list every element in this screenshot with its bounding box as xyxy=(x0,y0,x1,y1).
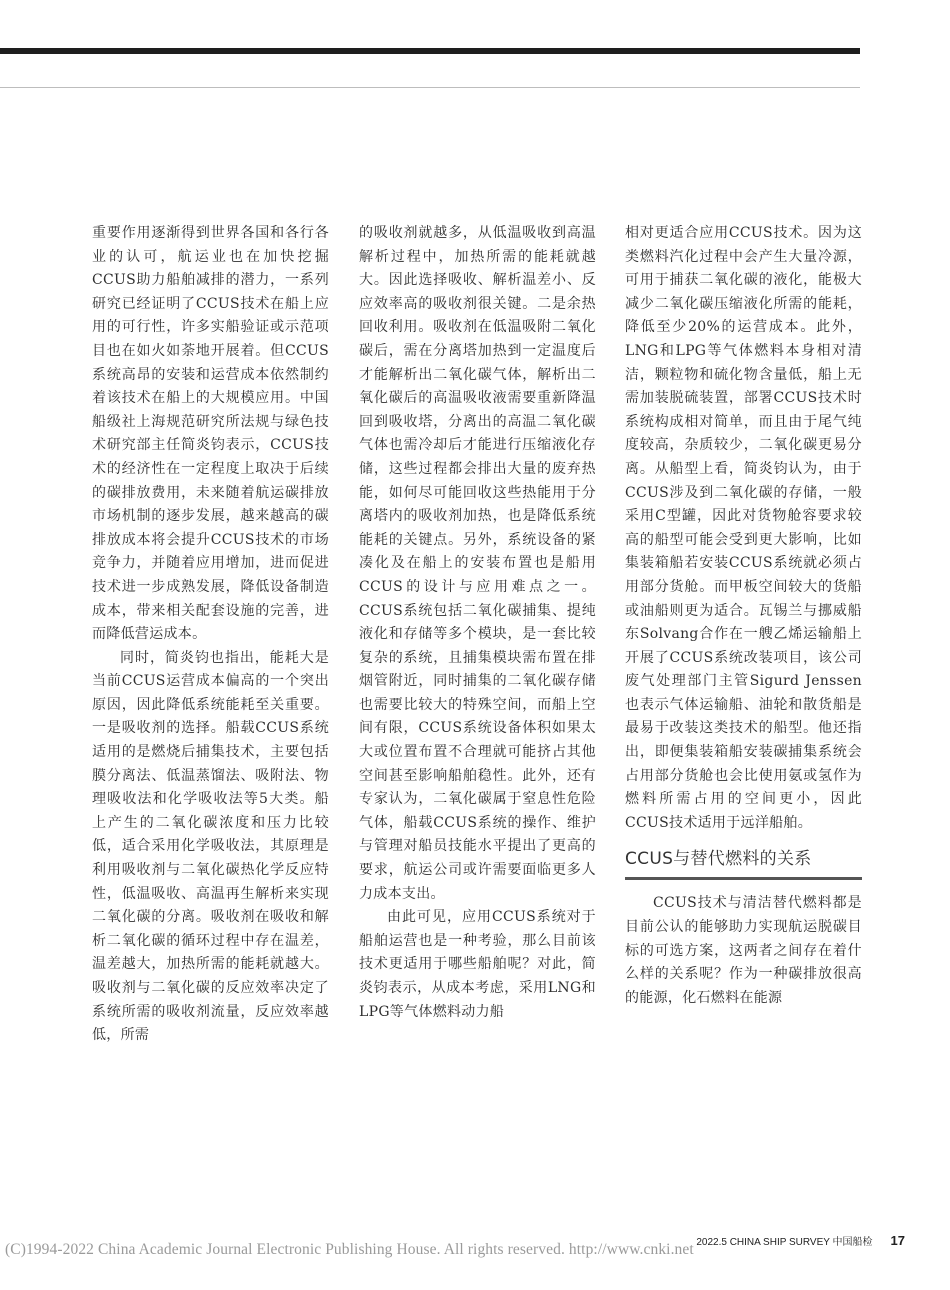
paragraph: CCUS技术与清洁替代燃料都是目前公认的能够助力实现航运脱碳目标的可选方案，这两者之间存在着什么样的关系呢？作为一种碳排放很高的能源，化石燃料在能源 xyxy=(625,895,862,1006)
text-column-1 xyxy=(92,222,329,1048)
section-heading: CCUS与替代燃料的关系 xyxy=(625,849,812,870)
paragraph: 由此可见，应用CCUS系统对于船舶运营也是一种考验，那么目前该技术更适用于哪些船舶呢？对此，简炎钧表示，从成本考虑，采用LNG和LPG等气体燃料动力船 xyxy=(359,909,596,1020)
section-heading-rule xyxy=(625,877,862,880)
header-bar xyxy=(0,48,860,54)
paragraph: 同时，简炎钧也指出，能耗大是当前CCUS运营成本偏高的一个突出原因，因此降低系统能耗至关重要。一是吸收剂的选择。船载CCUS系统适用的是燃烧后捕集技术，主要包括膜分离法、低温蒸馏法、吸附法、物理吸收法和化学吸收法等5大类。船上产生的二氧化碳浓度和压力比较低，适合采用化学吸收法，其原理是利用吸收剂与二氧化碳热化学反应特性，低温吸收、高温再生解析来实现二氧化碳的分离。吸收剂在吸收和解析二氧化碳的循环过程中存在温差，温差越大，加热所需的能耗就越大。吸收剂与二氧化碳的反应效率决定了系统所需的吸收剂流量，反应效率越低，所需 xyxy=(92,649,329,1044)
page-footer xyxy=(696,1233,905,1248)
journal-issue: 2022.5 CHINA SHIP SURVEY 中国船检 xyxy=(696,1237,873,1248)
text-column-2 xyxy=(359,222,596,1024)
text-column-3 xyxy=(625,222,862,1010)
paragraph: 重要作用逐渐得到世界各国和各行各业的认可，航运业也在加快挖掘CCUS助力船舶减排的潜力，一系列研究已经证明了CCUS技术在船上应用的可行性，许多实船验证或示范项目也在如火如荼地开展着。但CCUS系统高昂的安装和运营成本依然制约着该技术在船上的大规模应用。中国船级社上海规范研究所法规与绿色技术研究部主任简炎钧表示，CCUS技术的经济性在一定程度上取决于后续的碳排放费用，未来随着航运碳排放市场机制的逐步发展，越来越高的碳排放成本将会提升CCUS技术的市场竞争力，并随着应用增加，进而促进技术进一步成熟发展，降低设备制造成本，带来相关配套设施的完善，进而降低营运成本。 xyxy=(92,225,329,643)
paragraph: 相对更适合应用CCUS技术。因为这类燃料汽化过程中会产生大量冷源，可用于捕获二氧化碳的液化，能极大减少二氧化碳压缩液化所需的能耗，降低至少20%的运营成本。此外，LNG和LPG等气体燃料本身相对清洁，颗粒物和硫化物含量低，船上无需加装脱硫装置，部署CCUS技术时系统构成相对简单，而且由于尾气纯度较高，杂质较少，二氧化碳更易分离。从船型上看，简炎钧认为，由于CCUS涉及到二氧化碳的存储，一般采用C型罐，因此对货物舱容要求较高的船型可能会受到更大影响，比如集装箱船若安装CCUS系统就必须占用部分货舱。而甲板空间较大的货船或油船则更为适合。瓦锡兰与挪威船东Solvang合作在一艘乙烯运输船上开展了CCUS系统改装项目，该公司废气处理部门主管Sigurd Jenssen也表示气体运输船、油轮和散货船是最易于改装这类技术的船型。他还指出，即便集装箱船安装碳捕集系统会占用部分货舱也会比使用氨或氢作为燃料所需占用的空间更小，因此CCUS技术适用于远洋船舶。 xyxy=(625,225,862,831)
header-rule xyxy=(0,87,860,88)
page-number: 17 xyxy=(890,1233,905,1248)
paragraph: 的吸收剂就越多，从低温吸收到高温解析过程中，加热所需的能耗就越大。因此选择吸收、解析温差小、反应效率高的吸收剂很关键。二是余热回收利用。吸收剂在低温吸附二氧化碳后，需在分离塔加热到一定温度后才能解析出二氧化碳气体，解析出二氧化碳后的高温吸收液需要重新降温回到吸收塔，分离出的高温二氧化碳气体也需冷却后才能进行压缩液化存储，这些过程都会排出大量的废弃热能，如何尽可能回收这些热能用于分离塔内的吸收剂加热，也是降低系统能耗的关键点。另外，系统设备的紧凑化及在船上的安装布置也是船用CCUS的设计与应用难点之一。CCUS系统包括二氧化碳捕集、提纯液化和存储等多个模块，是一套比较复杂的系统，且捕集模块需布置在排烟管附近，同时捕集的二氧化碳存储也需要比较大的特殊空间，而船上空间有限，CCUS系统设备体积如果太大或位置布置不合理就可能挤占其他空间甚至影响船舶稳性。此外，还有专家认为，二氧化碳属于窒息性危险气体，船载CCUS系统的操作、维护与管理对船员技能水平提出了更高的要求，航运公司或许需要面临更多人力成本支出。 xyxy=(359,225,596,902)
copyright-watermark: (C)1994-2022 China Academic Journal Electronic Publishing House. All rights reserved. http://www.cnki.net xyxy=(5,1241,694,1258)
